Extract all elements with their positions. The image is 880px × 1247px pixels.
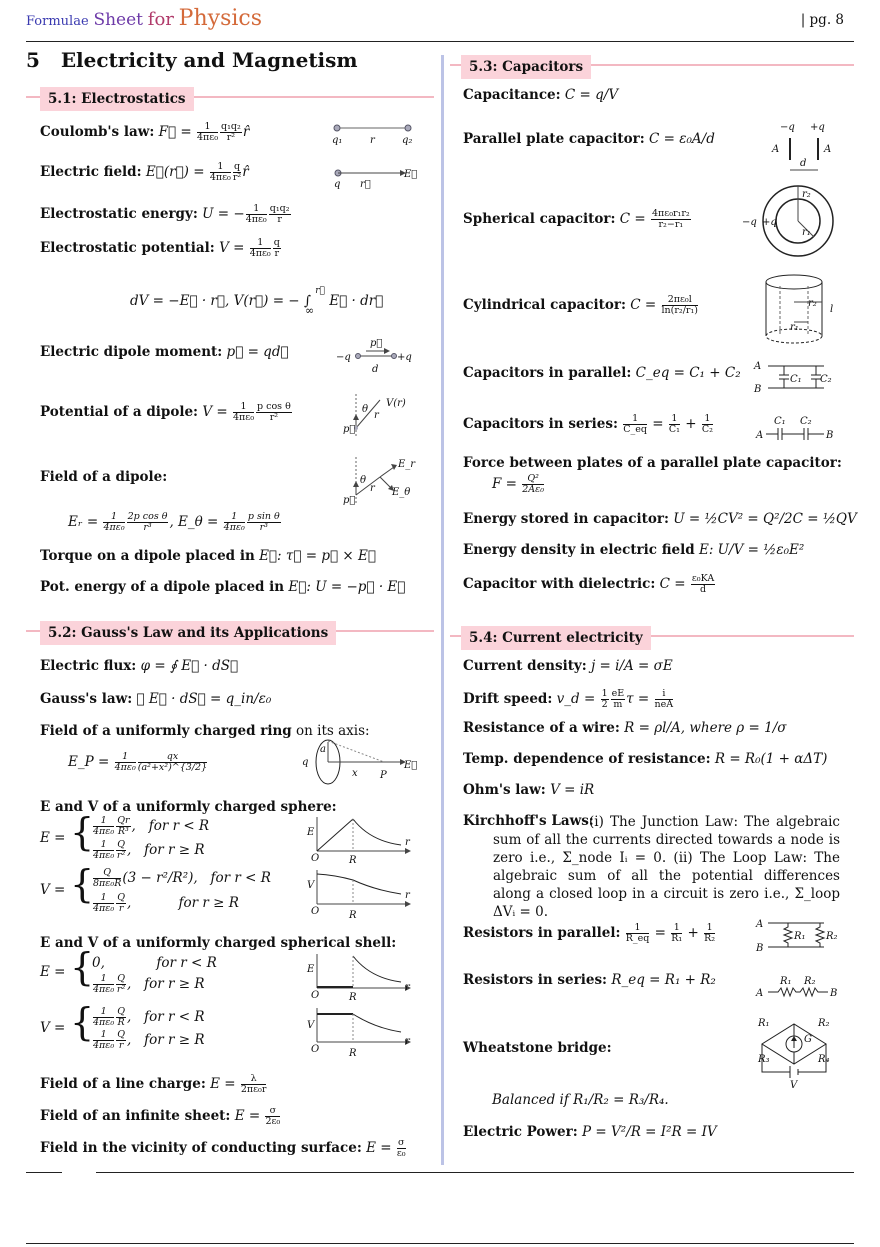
- shellV-axis-R: R: [349, 1048, 357, 1059]
- sphere-V-case2: $\frac{1}{\text{4πε₀}}$ $\frac{Q}{r}$ , for r ≥ R: [93, 892, 239, 914]
- par-label: Capacitors in parallel:: [463, 365, 632, 381]
- sphE-axis-E: E: [307, 827, 315, 838]
- gauss-eq: ∮ E⃗ · dS⃗ = q_in/ε₀: [136, 691, 272, 707]
- header-rule: [26, 41, 854, 42]
- ring-a-text: a: [320, 744, 326, 755]
- electric-flux: [40, 658, 238, 674]
- sph-r2-text: r₂: [802, 189, 811, 200]
- shell-V-cond1: for r < R: [144, 1008, 205, 1025]
- frac-k8: $\frac{1}{\text{4πε₀}}$: [114, 751, 136, 773]
- gauss-label: Gauss's law:: [40, 691, 133, 707]
- frac-force: $\frac{\text{Q²}}{\text{2Aε₀}}$: [522, 473, 545, 495]
- dipole-moment: [40, 344, 289, 360]
- frac-k10: $\frac{1}{\text{4πε₀}}$: [93, 839, 115, 861]
- sphere-E-case2: $\frac{1}{\text{4πε₀}}$ $\frac{Q}{\text{r²}}$ , for r ≥ R: [93, 839, 205, 861]
- sphere-V-bracket: (3 − r²/R²),: [122, 869, 198, 886]
- bottom-rule: [26, 1243, 854, 1244]
- cser-c2-text: C₂: [800, 416, 812, 427]
- shell-label: E and V of a uniformly charged spherical shell:: [40, 935, 397, 951]
- par-eq: C_eq = C₁ + C₂: [635, 365, 741, 381]
- rser-b-text: B: [830, 988, 838, 999]
- frac-QR: $\frac{Q}{R}$: [117, 1006, 125, 1028]
- cpar-b-text: B: [754, 384, 762, 395]
- shellE-axis-r: r: [405, 982, 410, 993]
- capacitance: [463, 87, 618, 103]
- capacitors-series: Capacitors in series: $\frac{1}{C\_eq}$ = $\frac{1}{\text{C₁}}$ + $\frac{1}{\text{C₂}}$: [463, 413, 713, 435]
- shell-V-cond2: for r ≥ R: [144, 1031, 205, 1048]
- dipole-label: Electric dipole moment:: [40, 344, 223, 360]
- shell-zero: 0,: [92, 955, 105, 971]
- sphere-V-label: V =: [40, 882, 66, 898]
- ohm-eq: V = iR: [550, 782, 595, 798]
- frac-2pcos: $\frac{\text{2p cos θ}}{\text{r³}}$: [127, 511, 168, 533]
- footer-rule-short: [26, 1172, 62, 1173]
- subsection-title-54: 5.4: Current electricity: [461, 626, 651, 650]
- frac-k7: $\frac{1}{\text{4πε₀}}$: [223, 511, 245, 533]
- plate-force: [463, 455, 842, 471]
- frac-cyl: $\frac{\text{2πε₀l}}{\text{ln(r₂/r₁)}}$: [661, 294, 698, 316]
- rser-r1-text: R₁: [780, 976, 792, 987]
- frac-req: $\frac{1}{R\_eq}$: [625, 922, 650, 944]
- frac-k4: $\frac{1}{\text{4πε₀}}$: [249, 237, 271, 259]
- surface-eq: E =: [366, 1139, 396, 1156]
- frac-ineA: $\frac{i}{\text{neA}}$: [654, 688, 674, 710]
- sph-neg-text: −q: [742, 217, 757, 228]
- dipole-pos-text: +q: [397, 352, 412, 363]
- dv-equation: [130, 286, 383, 309]
- ring-label: Field of a uniformly charged ring: [40, 723, 292, 739]
- frac-sigmae0: $\frac{\sigma}{\text{ε₀}}$: [396, 1137, 406, 1159]
- drift-speed: Drift speed: v_d = $\frac{1}{2}$ $\frac{eE}{m}$ τ = $\frac{i}{\text{neA}}$: [463, 688, 674, 710]
- sphere-E-cond2: for r ≥ R: [144, 841, 205, 858]
- energy-label: Electrostatic energy:: [40, 205, 198, 222]
- sheet-eq: E =: [234, 1107, 265, 1124]
- shell-E-label: E =: [40, 964, 66, 980]
- ring-diagram: [300, 738, 420, 788]
- section-heading: Electricity and Magnetism: [60, 48, 358, 72]
- dipole-neg-text: −q: [336, 352, 351, 363]
- temp-label: Temp. dependence of resistance:: [463, 751, 711, 767]
- sph-eq: C =: [619, 210, 650, 227]
- ohms-law: [463, 782, 594, 798]
- cser-b-text: B: [826, 430, 834, 441]
- frac-k11: $\frac{1}{\text{4πε₀}}$: [93, 892, 115, 914]
- torque-label: Torque on a dipole placed in: [40, 548, 255, 564]
- header-word-sheet: Sheet: [93, 10, 143, 30]
- ring-q-text: q: [302, 757, 309, 768]
- ring-x-text: x: [352, 768, 358, 779]
- frac-k3: $\frac{1}{\text{4πε₀}}$: [245, 203, 267, 225]
- header-word-physics: Physics: [178, 6, 263, 31]
- shell-E-cond2: for r ≥ R: [144, 975, 205, 992]
- sphere-V-cond2: for r ≥ R: [178, 894, 239, 911]
- shell-V-case1: $\frac{1}{\text{4πε₀}}$ $\frac{Q}{R}$ , for r < R: [93, 1006, 205, 1028]
- cyl-eq: C =: [630, 296, 661, 313]
- frac-k14: $\frac{1}{\text{4πε₀}}$: [93, 1029, 115, 1051]
- dipole-diagram: [334, 336, 419, 376]
- rpar-a-text: A: [756, 919, 764, 930]
- sph-label: Spherical capacitor:: [463, 210, 616, 227]
- wheatstone-bridge: [463, 1040, 612, 1056]
- frac-q1q2r: $\frac{\text{q₁q₂}}{r}$: [269, 203, 290, 225]
- frac-eE: $\frac{eE}{m}$: [611, 688, 625, 710]
- potdip-v-text: V(r): [386, 398, 406, 409]
- gauss-law: [40, 691, 271, 707]
- coulomb-law: [40, 122, 249, 143]
- wheatstone-balance: Balanced if R₁/R₂ = R₃/R₄.: [492, 1092, 669, 1108]
- frac-Qr: $\frac{Q}{r}$: [117, 892, 125, 914]
- sphere-V-case1: [92, 868, 271, 889]
- rser-diagram: [756, 972, 840, 1002]
- res-label: Resistance of a wire:: [463, 720, 620, 736]
- footer-rule-long: [96, 1172, 854, 1173]
- sphE-axis-r: r: [405, 837, 410, 848]
- wheat-r1-text: R₁: [758, 1018, 770, 1029]
- sphere-E-brace: {: [70, 810, 95, 854]
- res-eq: R = ρl/A, where ρ = 1/σ: [624, 720, 787, 736]
- density-eq: E: U/V = ½ε₀E²: [698, 542, 805, 558]
- ring-eq: E_P =: [68, 753, 114, 770]
- ser-label: Capacitors in series:: [463, 415, 618, 432]
- capacitors-parallel: [463, 365, 741, 381]
- frac-sph: $\frac{\text{4πε₀r₁r₂}}{\text{r₂−r₁}}$: [652, 208, 690, 230]
- potdip-label: Potential of a dipole:: [40, 403, 199, 420]
- field-label: Electric field:: [40, 163, 142, 180]
- pp-pos-text: +q: [810, 122, 825, 133]
- ring-suffix: on its axis:: [296, 723, 370, 739]
- temp-resistance: [463, 751, 827, 767]
- wheat-label: Wheatstone bridge:: [463, 1040, 612, 1056]
- diel-eq: C =: [659, 575, 690, 592]
- dipole-torque: [40, 548, 376, 564]
- coulomb-r-text: r: [370, 135, 375, 146]
- shell-V-label: V =: [40, 1020, 66, 1036]
- fielddip-theta-text: θ: [360, 475, 367, 486]
- frac-k2: $\frac{1}{\text{4πε₀}}$: [209, 161, 231, 183]
- wheat-g-text: G: [804, 1034, 812, 1045]
- diel-label: Capacitor with dielectric:: [463, 575, 656, 592]
- electrostatic-energy: [40, 204, 292, 225]
- coulomb-q2-text: q₂: [402, 135, 413, 146]
- energy-eq: U = −: [202, 205, 245, 222]
- eth-eq: , E_θ =: [169, 513, 223, 530]
- rser-r2-text: R₂: [804, 976, 816, 987]
- shell-E-graph: [305, 952, 415, 1002]
- frac-sigma2e0: $\frac{\sigma}{\text{2ε₀}}$: [265, 1105, 281, 1127]
- sphV-axis-V: V: [307, 880, 315, 891]
- frac-Qr2b: $\frac{Q}{\text{r²}}$: [116, 973, 126, 995]
- line-eq: E =: [210, 1075, 240, 1092]
- flux-eq: φ = ∮ E⃗ · dS⃗: [140, 658, 239, 674]
- fielddip-diagram: [340, 455, 425, 507]
- shellV-axis-r: r: [405, 1036, 410, 1047]
- subsection-title-53: 5.3: Capacitors: [461, 55, 591, 79]
- coulomb-diagram: [330, 122, 420, 152]
- temp-eq: R = R₀(1 + αΔT): [714, 751, 828, 767]
- potential-label: Electrostatic potential:: [40, 239, 215, 256]
- resistors-series: [463, 972, 716, 988]
- sph-diagram: [738, 183, 838, 263]
- frac-diel: $\frac{\text{ε₀KA}}{d}$: [691, 573, 715, 595]
- sphE-axis-R: R: [349, 855, 357, 866]
- frac-psin: $\frac{\text{p sin θ}}{\text{r³}}$: [247, 511, 280, 533]
- dv-upper: r⃗: [315, 286, 325, 296]
- frac-k5: $\frac{1}{\text{4πε₀}}$: [233, 401, 255, 423]
- ring-e-text: E⃗: [404, 760, 418, 771]
- fielddip-eth-text: E_θ: [392, 487, 411, 498]
- wheat-v-text: V: [790, 1080, 798, 1091]
- shellV-axis-O: O: [311, 1044, 320, 1055]
- er-eq: Eᵣ =: [68, 513, 103, 530]
- sphV-axis-O: O: [311, 906, 320, 917]
- shell-V-brace: {: [70, 1000, 95, 1044]
- cyl-r1-text: r₁: [790, 322, 799, 333]
- flux-label: Electric flux:: [40, 658, 137, 674]
- sph-pos-text: +q: [762, 217, 777, 228]
- potdip-theta-text: θ: [362, 404, 369, 415]
- frac-k9: $\frac{1}{\text{4πε₀}}$: [93, 815, 115, 837]
- frac-half: $\frac{1}{2}$: [601, 688, 608, 710]
- field-eq: E⃗(r⃗) =: [145, 163, 209, 180]
- dielectric-capacitor: [463, 574, 716, 595]
- coulomb-rhat: r̂: [242, 123, 250, 140]
- pp-eq: C = ε₀A/d: [649, 131, 715, 147]
- frac-QrR3: $\frac{Qr}{\text{R³}}$: [117, 815, 130, 837]
- cpar-c1-text: C₁: [790, 374, 802, 385]
- cap-energy-eq: U = ½CV² = Q²/2C = ½QV: [673, 511, 857, 527]
- coulomb-q1-text: q₁: [332, 135, 343, 146]
- force-eq: F =: [492, 475, 522, 492]
- dipole-field: [40, 469, 167, 485]
- cpar-c2-text: C₂: [820, 374, 832, 385]
- drift-eq: v_d =: [556, 690, 600, 707]
- line-charge-field: [40, 1074, 267, 1095]
- rser-label: Resistors in series:: [463, 972, 608, 988]
- field-rhat: r̂: [242, 163, 249, 180]
- force-label: Force between plates of a parallel plate capacitor:: [463, 455, 842, 471]
- spherical-capacitor: [463, 209, 692, 230]
- cyl-diagram: [760, 272, 840, 352]
- frac-k13: $\frac{1}{\text{4πε₀}}$: [93, 1006, 115, 1028]
- sphV-axis-R: R: [349, 910, 357, 921]
- rpar-b-text: B: [756, 943, 764, 954]
- pp-a2-text: A: [824, 144, 832, 155]
- sphere-E-graph: [305, 815, 415, 865]
- sphere-V-graph: [305, 868, 415, 920]
- frac-Qr3: $\frac{Q}{r}$: [117, 1029, 125, 1051]
- dipole-eq: p⃗ = qd⃗: [226, 344, 289, 360]
- section-title: [26, 48, 358, 72]
- rser-eq: R_eq = R₁ + R₂: [611, 972, 716, 988]
- running-header: [26, 6, 262, 31]
- potdip-diagram: [340, 392, 420, 440]
- dv-eq: dV = −E⃗ · r⃗, V(r⃗) = − ∫: [130, 293, 311, 309]
- cd-label: Current density:: [463, 658, 587, 674]
- line-label: Field of a line charge:: [40, 1075, 206, 1092]
- dipole-potential-energy: [40, 579, 405, 595]
- potenergy-label: Pot. energy of a dipole placed in: [40, 579, 285, 595]
- rpar-diagram: [756, 915, 840, 955]
- sphere-V-cond1: for r < R: [210, 869, 271, 886]
- section-number: 5: [26, 48, 40, 72]
- shellE-axis-E: E: [307, 964, 315, 975]
- frac-qr2: $\frac{q}{\text{r²}}$: [232, 161, 242, 183]
- wheatstone-diagram: [754, 1014, 840, 1090]
- header-word-formulae: Formulae: [26, 14, 89, 29]
- cpar-a-text: A: [754, 361, 762, 372]
- cser-c1-text: C₁: [774, 416, 786, 427]
- cylindrical-capacitor: [463, 295, 699, 316]
- frac-ring: $\frac{qx}{\text{(a²+x²)\textasciicircum{}\{3/2\}}}$: [137, 751, 208, 773]
- field-rvec-text: r⃗: [360, 179, 371, 190]
- sphere-E-case1: $\frac{1}{\text{4πε₀}}$ $\frac{Qr}{\text{R³}}$ , for r < R: [93, 815, 210, 837]
- sheet-field: [40, 1106, 281, 1127]
- power-eq: P = V²/R = I²R = IV: [582, 1124, 717, 1140]
- dv-eq2: E⃗ · dr⃗: [329, 293, 384, 309]
- capacitor-energy: [463, 511, 857, 527]
- field-q-text: q: [334, 179, 341, 190]
- current-density: [463, 658, 673, 674]
- shellE-axis-R: R: [349, 992, 357, 1003]
- kirch-label: Kirchhoff's Laws:: [463, 813, 594, 829]
- page-number: | pg. 8: [800, 12, 844, 28]
- dipole-d-text: d: [372, 364, 379, 375]
- surface-label: Field in the vicinity of conducting surface:: [40, 1139, 362, 1156]
- dipole-potential: [40, 402, 293, 423]
- cap-eq: C = q/V: [564, 87, 619, 103]
- pp-label: Parallel plate capacitor:: [463, 131, 645, 147]
- pp-diagram: [770, 120, 840, 176]
- dv-lower: ∞: [305, 304, 315, 317]
- shellE-axis-O: O: [311, 990, 320, 1001]
- wheat-r3-text: R₃: [758, 1054, 770, 1065]
- rser-a-text: A: [756, 988, 764, 999]
- header-word-for: for: [147, 9, 174, 30]
- coulomb-label: Coulomb's law:: [40, 123, 155, 140]
- surface-field: [40, 1138, 407, 1159]
- pp-d-text: d: [800, 158, 807, 169]
- field-evec-text: E⃗: [404, 169, 418, 180]
- torque-eq: E⃗: τ⃗ = p⃗ × E⃗: [259, 548, 376, 564]
- wheat-r2-text: R₂: [818, 1018, 830, 1029]
- ring-p-text: P: [380, 770, 387, 781]
- energy-density: [463, 542, 804, 558]
- frac-k6: $\frac{1}{\text{4πε₀}}$: [103, 511, 125, 533]
- dipole-field-components: [68, 512, 282, 533]
- cap-label: Capacitance:: [463, 87, 561, 103]
- kirchhoff-text: (i) The Junction Law: The algebraic sum of all the currents directed towards a node is zero i.e., Σ_node Iᵢ = 0. (ii) The Loop Law: The algebraic sum of all the potential differences along a closed loop in a circuit is zero i.e., Σ_loop ΔVᵢ = 0.: [493, 814, 840, 920]
- fielddip-er-text: E_r: [398, 459, 416, 470]
- cap-energy-label: Energy stored in capacitor:: [463, 511, 669, 527]
- frac-lambda: $\frac{\lambda}{\text{2πε₀r}}$: [240, 1073, 267, 1095]
- frac-Q8pi: $\frac{Q}{\text{8πε₀R}}$: [93, 867, 122, 889]
- rpar-r1-text: R₁: [794, 931, 806, 942]
- shell-V-case2: $\frac{1}{\text{4πε₀}}$ $\frac{Q}{r}$ , for r ≥ R: [93, 1029, 205, 1051]
- cser-a-text: A: [756, 430, 764, 441]
- rpar-r2-text: R₂: [826, 931, 838, 942]
- subsection-title-51: 5.1: Electrostatics: [40, 87, 194, 111]
- sphE-axis-O: O: [311, 853, 320, 864]
- frac-pcos: $\frac{\text{p cos θ}}{\text{r²}}$: [257, 401, 291, 423]
- pp-neg-text: −q: [780, 122, 795, 133]
- frac-Qr2: $\frac{Q}{\text{r²}}$: [116, 839, 126, 861]
- cyl-r2-text: r₂: [808, 298, 817, 309]
- density-label: Energy density in electric field: [463, 542, 695, 558]
- potdip-eq: V =: [202, 403, 232, 420]
- frac-qr: $\frac{q}{r}$: [273, 237, 280, 259]
- coulomb-eq: F⃗ =: [158, 123, 197, 140]
- plate-force-eq: [492, 474, 545, 495]
- sphV-axis-r: r: [405, 890, 410, 901]
- sphere-V-brace: {: [70, 862, 95, 906]
- potenergy-eq: E⃗: U = −p⃗ · E⃗: [288, 579, 406, 595]
- sphere-E-label: E =: [40, 830, 66, 846]
- fielddip-p-text: p⃗: [343, 495, 356, 506]
- cyl-label: Cylindrical capacitor:: [463, 296, 626, 313]
- parallel-plate-capacitor: [463, 131, 715, 147]
- cd-eq: j = i/A = σE: [591, 658, 673, 674]
- rpar-label: Resistors in parallel:: [463, 924, 621, 941]
- shell-E-cond1: for r < R: [156, 955, 217, 971]
- shell-V-graph: [305, 1006, 415, 1058]
- dipole-p-text: p⃗: [370, 338, 383, 349]
- shell-E-case1: [92, 955, 217, 971]
- ring-equation: [68, 752, 208, 773]
- potential-eq: V =: [219, 239, 249, 256]
- field-diagram: [334, 165, 419, 190]
- subsection-title-52: 5.2: Gauss's Law and its Applications: [40, 621, 336, 645]
- cser-diagram: [754, 414, 838, 444]
- frac-r2: $\frac{1}{\text{R₂}}$: [704, 922, 716, 944]
- frac-k12: $\frac{1}{\text{4πε₀}}$: [93, 973, 115, 995]
- wheat-r4-text: R₄: [818, 1054, 830, 1065]
- resistors-parallel: Resistors in parallel: $\frac{1}{R\_eq}$ = $\frac{1}{\text{R₁}}$ + $\frac{1}{\text{R₂}}$: [463, 922, 716, 944]
- shellV-axis-V: V: [307, 1020, 315, 1031]
- potdip-p-text: p⃗: [343, 424, 356, 435]
- frac-r1: $\frac{1}{\text{R₁}}$: [671, 922, 683, 944]
- fielddip-label: Field of a dipole:: [40, 469, 168, 485]
- drift-label: Drift speed:: [463, 690, 553, 707]
- cpar-diagram: [754, 358, 838, 398]
- sphere-label: E and V of a uniformly charged sphere:: [40, 799, 337, 815]
- frac-c2: $\frac{1}{\text{C₂}}$: [701, 413, 713, 435]
- frac-k: $\frac{1}{\text{4πε₀}}$: [197, 121, 219, 143]
- pp-a1-text: A: [772, 144, 780, 155]
- sphere-E-cond1: for r < R: [148, 817, 210, 834]
- sheet-label: Field of an infinite sheet:: [40, 1107, 231, 1124]
- power-label: Electric Power:: [463, 1124, 578, 1140]
- fielddip-r-text: r: [370, 483, 375, 494]
- electric-field: [40, 162, 249, 183]
- frac-q1q2: $\frac{\text{q₁q₂}}{\text{r²}}$: [221, 121, 241, 143]
- ring-field: [40, 723, 370, 739]
- shell-E-case2: $\frac{1}{\text{4πε₀}}$ $\frac{Q}{\text{r²}}$ , for r ≥ R: [93, 973, 205, 995]
- ohm-label: Ohm's law:: [463, 782, 546, 798]
- potdip-r-text: r: [374, 410, 379, 421]
- column-separator: [441, 55, 444, 1165]
- sph-r1-text: r₁: [802, 227, 811, 238]
- shell-E-brace: {: [70, 945, 95, 989]
- cyl-l-text: l: [830, 304, 834, 315]
- frac-c1: $\frac{1}{\text{C₁}}$: [668, 413, 680, 435]
- wire-resistance: [463, 720, 787, 736]
- electric-power: [463, 1124, 717, 1140]
- electrostatic-potential: [40, 238, 282, 259]
- frac-ceq: $\frac{1}{C\_eq}$: [623, 413, 647, 435]
